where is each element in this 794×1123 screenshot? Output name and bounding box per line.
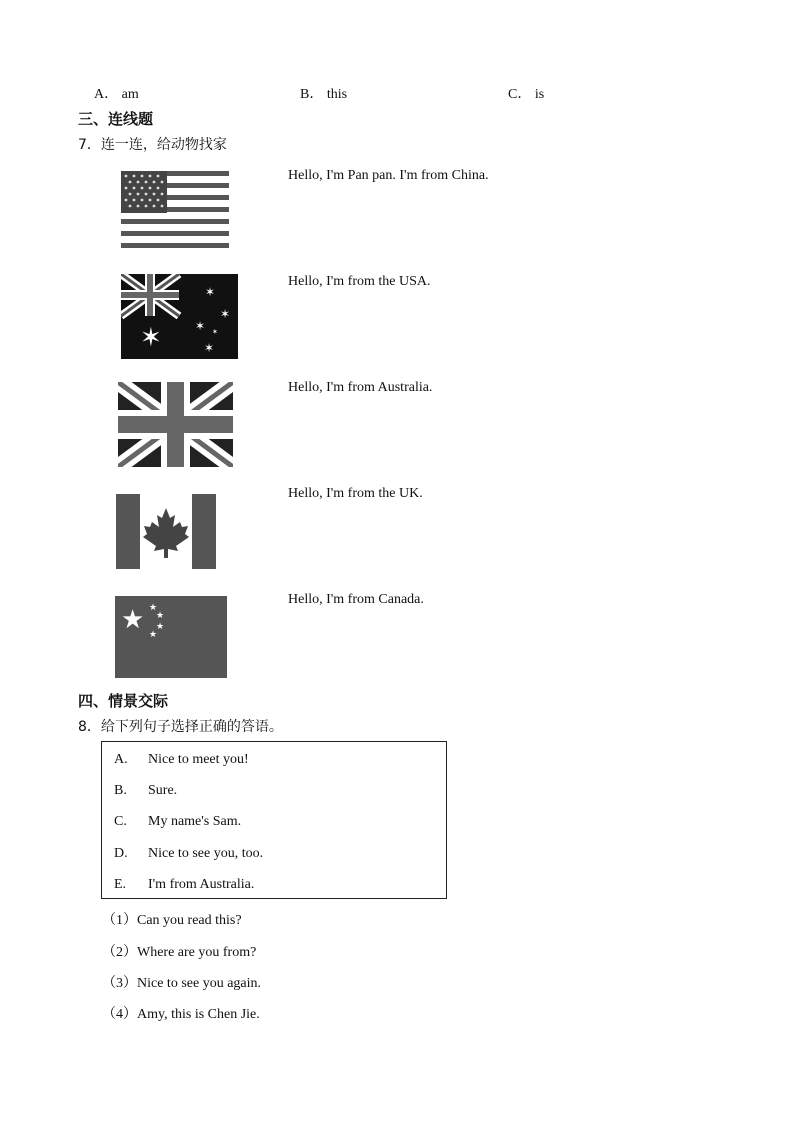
sentence-5: Hello, I'm from Canada. xyxy=(288,592,424,607)
svg-text:★: ★ xyxy=(156,611,165,621)
option-b: B． this xyxy=(300,87,348,102)
canada-flag-icon xyxy=(116,494,216,569)
sentence-3: Hello, I'm from Australia. xyxy=(288,380,433,395)
sub-question-4: （4）Amy, this is Chen Jie. xyxy=(102,1007,260,1022)
svg-text:★: ★ xyxy=(121,605,145,635)
australia-flag-icon xyxy=(121,274,238,359)
sentence-2: Hello, I'm from the USA. xyxy=(288,274,431,289)
svg-text:✶: ✶ xyxy=(195,319,206,333)
svg-text:★: ★ xyxy=(149,630,158,640)
svg-text:★: ★ xyxy=(156,622,165,632)
svg-text:★: ★ xyxy=(149,603,158,613)
question-7-prompt: 7．连一连，给动物找家 xyxy=(78,137,227,153)
answer-choice-d: D. Nice to see you, too. xyxy=(114,846,264,861)
option-a: A． am xyxy=(94,87,139,102)
svg-text:✶: ✶ xyxy=(204,341,215,355)
china-flag-icon xyxy=(115,596,227,678)
sub-question-1: （1）Can you read this? xyxy=(102,913,242,928)
answer-choice-b: B. Sure. xyxy=(114,783,178,798)
answer-choices-box xyxy=(101,741,447,899)
uk-flag-icon xyxy=(118,382,233,467)
question-8-prompt: 8．给下列句子选择正确的答语。 xyxy=(78,719,283,735)
svg-text:✶: ✶ xyxy=(220,307,231,321)
sentence-1: Hello, I'm Pan pan. I'm from China. xyxy=(288,168,489,183)
answer-choice-c: C. My name's Sam. xyxy=(114,814,242,829)
section-title-3: 三、连线题 xyxy=(78,110,154,128)
svg-text:✶: ✶ xyxy=(205,285,216,299)
section-title-4: 四、情景交际 xyxy=(78,692,169,710)
option-c: C． is xyxy=(508,87,545,102)
answer-choice-a: A. Nice to meet you! xyxy=(114,752,249,767)
svg-text:✶: ✶ xyxy=(140,323,162,353)
answer-choice-e: E. I'm from Australia. xyxy=(114,877,255,892)
usa-flag-icon xyxy=(121,171,229,251)
svg-text:✶: ✶ xyxy=(212,328,218,336)
sub-question-3: （3）Nice to see you again. xyxy=(102,976,262,991)
sentence-4: Hello, I'm from the UK. xyxy=(288,486,423,501)
sub-question-2: （2）Where are you from? xyxy=(102,945,257,960)
